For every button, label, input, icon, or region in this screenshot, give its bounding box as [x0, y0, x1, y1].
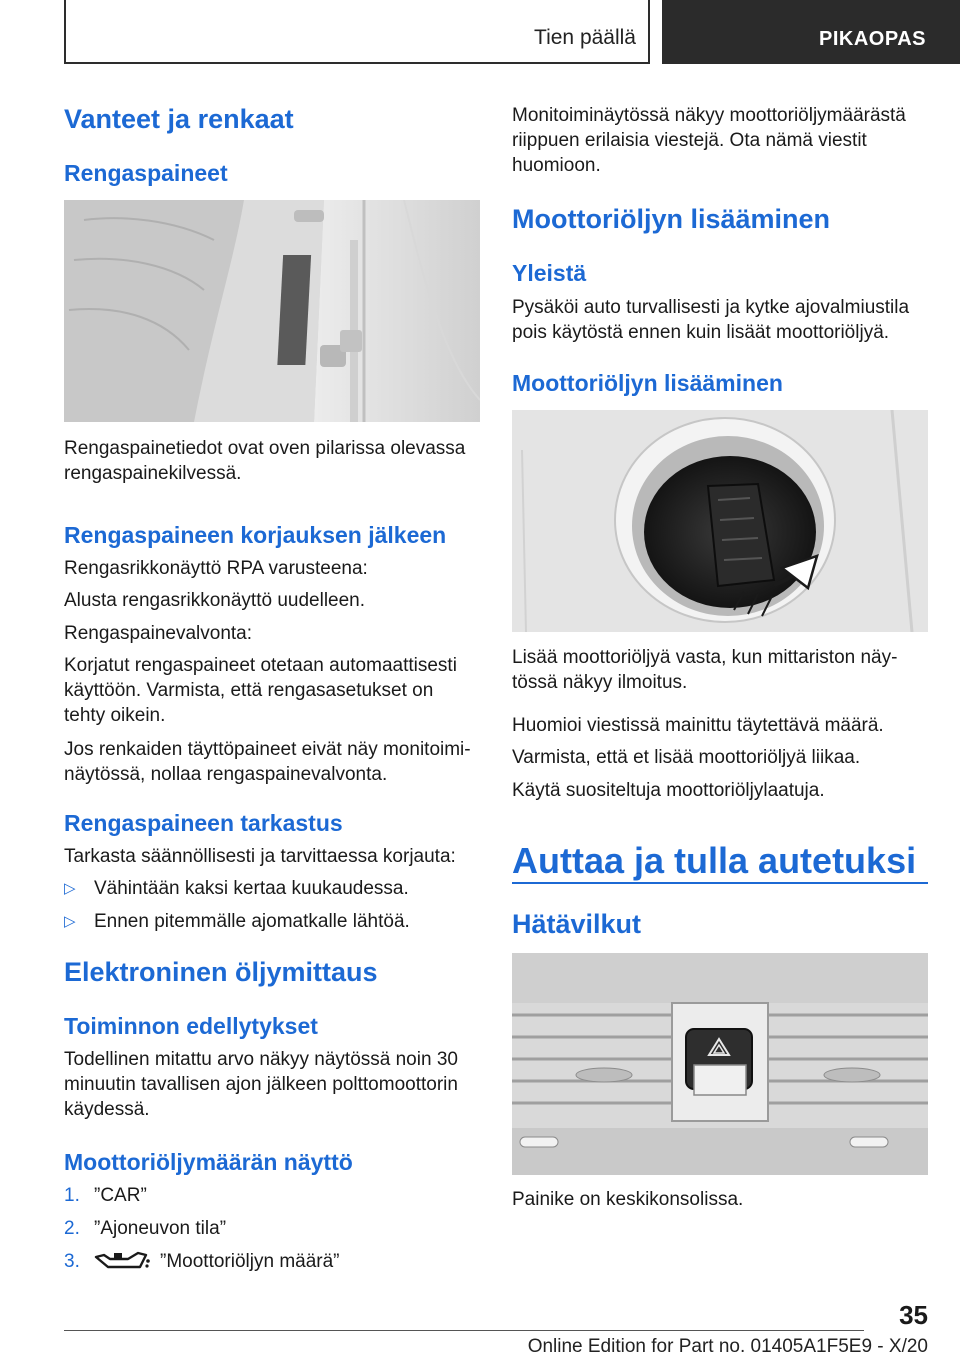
conditions-text: Todellinen mitattu arvo näkyy näytössä noin 30 minuutin tavallisen ajon jälkeen polttomoottorin käydessä. [64, 1049, 458, 1120]
monitor-label: Rengaspainevalvonta: [64, 623, 253, 644]
list-item: ▷ Ennen pitemmälle ajomatkalle lähtöä. [64, 911, 410, 932]
list-item: 2. ”Ajoneuvon tila” [64, 1218, 227, 1239]
heading-after-correction: Rengaspaineen korjauksen jälkeen [64, 522, 447, 548]
list-item: ▷ Vähintään kaksi kertaa kuukaudessa. [64, 878, 409, 899]
not-shown-text: Jos renkaiden täyttöpaineet eivät näy monitoiminäytössä, nollaa rengaspainevalvonta. [64, 739, 471, 785]
not-too-much-text: Varmista, että et lisää moottoriöljyä liikaa. [512, 747, 861, 768]
header-section-label: Tien päällä [534, 26, 636, 49]
page-number: 35 [899, 1300, 928, 1330]
footer-edition: Online Edition for Part no. 01405A1F5E9 - X/20 [527, 1336, 928, 1357]
general-text: Pysäköi auto turvallisesti ja kytke ajovalmiustila pois käytöstä ennen kuin lisäät moottoriöljyä. [512, 297, 910, 343]
add-when-text: Lisää moottoriöljyä vasta, kun mittariston näytössä näkyy ilmoitus. [512, 647, 898, 693]
oil-filler-cap-image [512, 410, 928, 632]
heading-conditions: Toiminnon edellytykset [64, 1013, 318, 1039]
list-item: 3. ”Moottoriöljyn määrä” [64, 1249, 480, 1274]
triangle-right-icon: ▷ [64, 913, 76, 930]
header-tab-label: PIKAOPAS [819, 28, 926, 50]
footer-rule [64, 1330, 864, 1331]
heading-help: Auttaa ja tulla autetuksi [512, 840, 917, 881]
heading-pressure-check: Rengaspaineen tarkastus [64, 810, 343, 836]
corrected-pressures-text: Korjatut rengaspaineet otetaan automaattisesti käyttöön. Varmista, että rengasasetukset on tehty oikein. [64, 655, 457, 726]
pressure-check-text: Tarkasta säännöllisesti ja tarvittaessa korjauta: [64, 846, 456, 867]
rpa-reset-text: Alusta rengasrikkonäyttö uudelleen. [64, 590, 366, 611]
header-right-rule [648, 0, 650, 64]
recommended-oil-text: Käytä suositeltuja moottoriöljylaatuja. [512, 780, 825, 801]
header-bottom-rule [64, 62, 650, 64]
note-amount-text: Huomioi viestissä mainittu täytettävä määrä. [512, 715, 884, 736]
heading-help-rule [512, 882, 928, 884]
hazard-button-image [512, 953, 928, 1175]
heading-tire-pressure: Rengaspaineet [64, 160, 228, 186]
rpa-label: Rengasrikkonäyttö RPA varusteena: [64, 558, 368, 579]
oil-messages-text: Monitoiminäytössä näkyy moottoriöljymäärästä riippuen erilaisia viestejä. Ota nämä viestit huomioon. [512, 105, 906, 176]
door-pillar-image [64, 200, 480, 422]
oil-can-icon [94, 1247, 150, 1278]
header-left-rule [64, 0, 66, 64]
list-item: 1. ”CAR” [64, 1185, 147, 1206]
heading-hazard-lights: Hätävilkut [512, 909, 642, 939]
heading-general: Yleistä [512, 260, 587, 286]
heading-oil-display: Moottoriöljymäärän näyttö [64, 1149, 353, 1175]
header-tab [662, 0, 960, 64]
heading-adding-oil: Moottoriöljyn lisääminen [512, 204, 831, 234]
triangle-right-icon: ▷ [64, 880, 76, 897]
heading-wheels: Vanteet ja renkaat [64, 104, 294, 134]
heading-adding-oil-sub: Moottoriöljyn lisääminen [512, 370, 783, 396]
heading-oil-measurement: Elektroninen öljymittaus [64, 957, 378, 987]
tire-pressure-info: Rengaspainetiedot ovat oven pilarissa olevassa rengaspainekilvessä. [64, 438, 466, 484]
console-text: Painike on keskikonsolissa. [512, 1189, 744, 1210]
